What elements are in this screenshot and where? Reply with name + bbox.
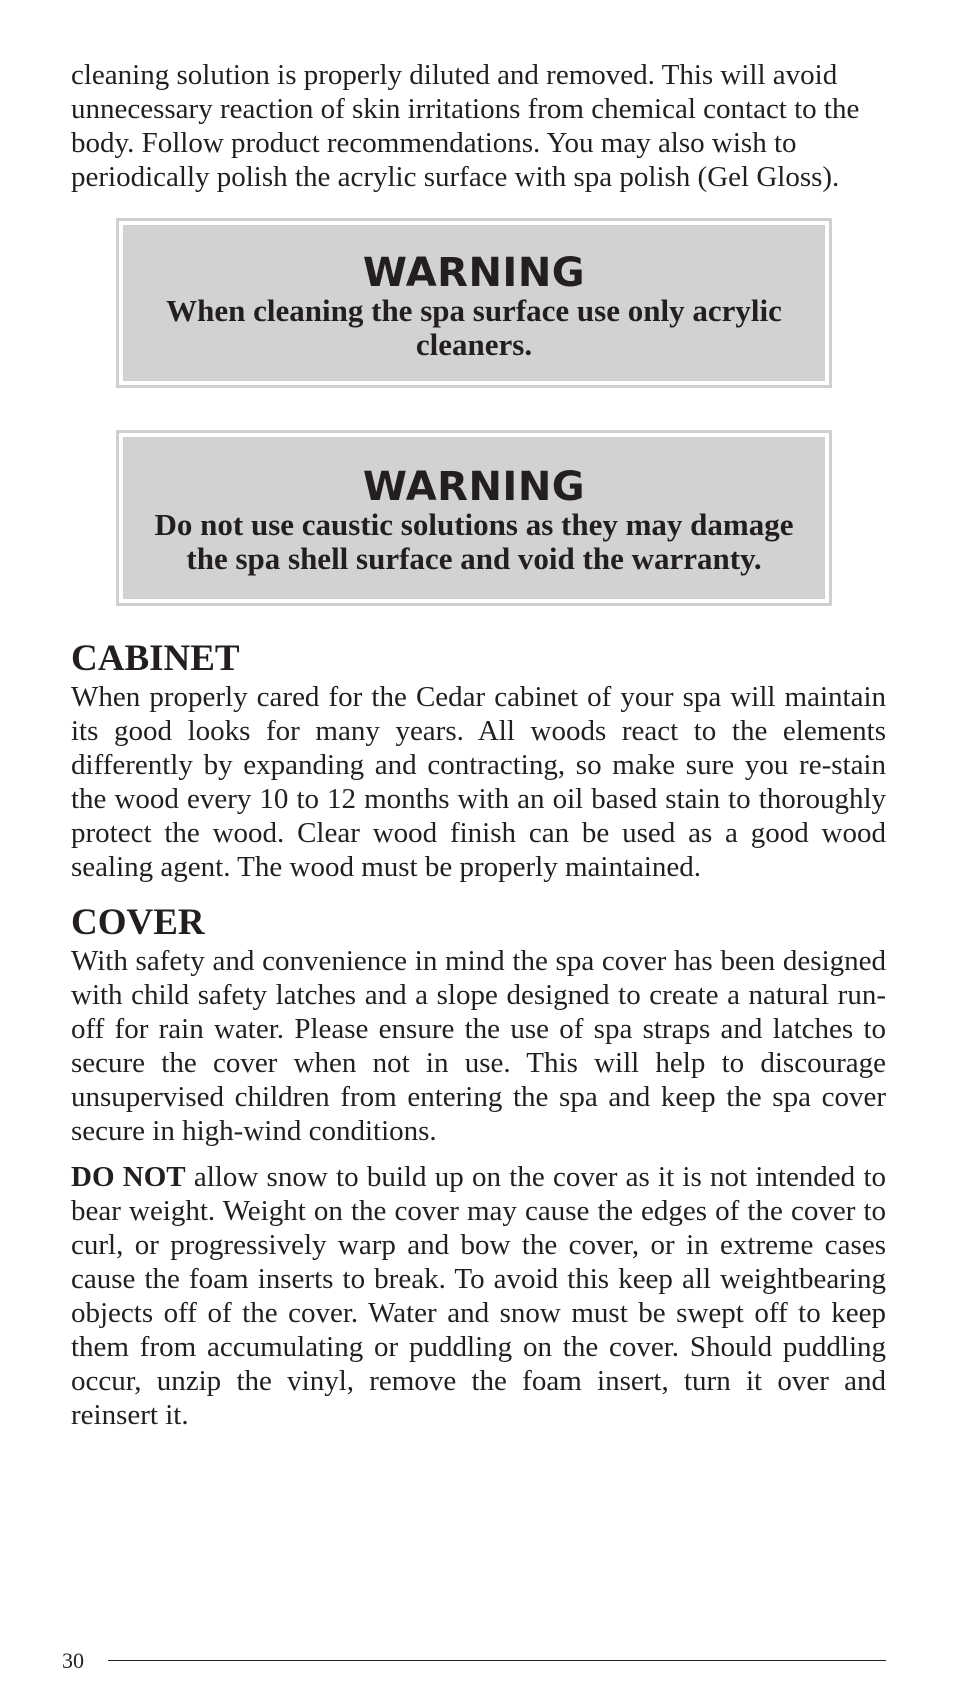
footer-rule [108,1660,886,1661]
cover-paragraph-safety: With safety and convenience in mind the spa cover has been designed with child safety latches and a slope designed to create a natural run-off for rain water. Please ensure the use of spa straps and latches to secure the cover when not in use. This will help to discourage unsupervised children from entering the spa and keep the spa cover secure in high-wind conditions. [71,945,886,1147]
warning-text: When cleaning the spa surface use only acrylic cleaners. [166,293,782,362]
cabinet-paragraph: When properly cared for the Cedar cabinet of your spa will maintain its good looks for many years. All woods react to the elements differently by expanding and contracting, so make sure you re-stain the wood every 10 to 12 months with an oil based stain to thoroughly protect the wood. Clear wood finish can be used as a good wood sealing agent. The wood must be properly maintained. [71,681,886,883]
warning-box-caustic-solutions [116,430,832,606]
intro-paragraph: cleaning solution is properly diluted and removed. This will avoid unnecessary reaction of skin irritations from chemical contact to the body. Follow product recommendations. You may also wish to periodically polish the acrylic surface with spa polish (Gel Gloss). [71,59,860,193]
document-page [71,58,886,1432]
cover-paragraph-snow-text: allow snow to build up on the cover as it is not intended to bear weight. Weight on the cover may cause the edges of the cover to curl, or progressively warp and bow the cover, or in extreme cases cause the foam inserts to break. To avoid this keep all weightbearing objects off of the cover. Water and snow must be swept off to keep them from accumulating or puddling on the cover. Should puddling occur, unzip the vinyl, remove the foam insert, turn it over and reinsert it. [71,1161,886,1431]
cover-paragraph-snow [71,1160,886,1432]
cover-heading: COVER [71,902,205,943]
do-not-emphasis: DO NOT [71,1161,186,1193]
warning-title: WARNING [362,464,586,510]
warning-box-acrylic-cleaners [116,218,832,388]
cabinet-heading: CABINET [71,638,240,679]
warning-text: Do not use caustic solutions as they may damage the spa shell surface and void the warranty. [154,507,794,576]
page-number: 30 [62,1648,84,1673]
warning-panel [123,437,825,599]
warning-panel [123,225,825,381]
warning-title: WARNING [362,250,586,296]
page-footer [62,1648,886,1678]
